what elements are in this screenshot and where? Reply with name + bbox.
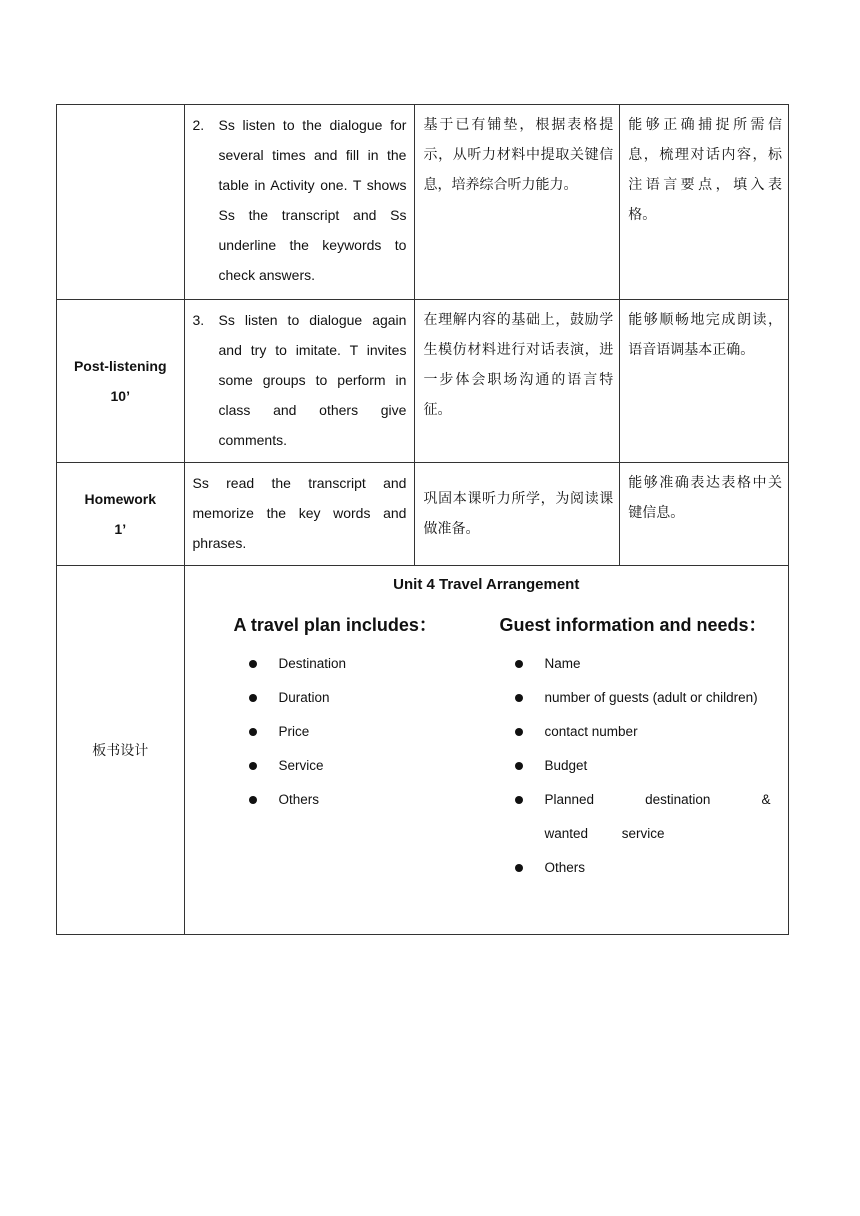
outcome-cell	[620, 300, 789, 463]
stage-cell	[57, 105, 185, 300]
table-row	[57, 566, 789, 935]
list-item: Others	[509, 851, 771, 885]
bullet-icon	[249, 694, 257, 702]
purpose-cell	[415, 300, 620, 463]
list-item: Budget	[509, 749, 771, 783]
step-number: 3.	[192, 312, 205, 328]
stage-name: Post-listening	[73, 358, 167, 374]
activity-cell	[184, 105, 415, 300]
stage-time: 1’	[114, 521, 127, 537]
purpose-text: 在理解内容的基础上，鼓励学生模仿材料进行对话表演，进一步体会职场沟通的语言特征。	[423, 312, 614, 418]
board-design	[185, 566, 788, 933]
step-number: 2.	[192, 117, 205, 133]
list-item: Name	[509, 647, 771, 681]
activity-text: Ss listen to the dialogue for several times and fill in the table in Activity one. T shows Ss the transcript and Ss underline the keywords to check answers.	[218, 117, 407, 283]
list-item: Others	[243, 783, 443, 817]
board-design-cell	[184, 566, 788, 935]
purpose-text: 基于已有铺垫，根据表格提示，从听力材料中提取关键信息，培养综合听力能力。	[423, 117, 614, 193]
activity-text: Ss read the transcript and memorize the key words and phrases.	[192, 475, 407, 551]
activity-cell	[184, 463, 415, 566]
right-heading: Guest information and needs：	[499, 615, 767, 635]
list-item: number of guests (adult or children)	[509, 681, 771, 715]
list-item: Planned destination & wanted service	[509, 783, 771, 851]
table-row	[57, 300, 789, 463]
bullet-icon	[249, 660, 257, 668]
table-row	[57, 105, 789, 300]
list-item: Service	[243, 749, 443, 783]
outcome-text: 能够正确捕捉所需信息，梳理对话内容，标注语言要点，填入表格。	[628, 117, 782, 223]
left-list	[243, 647, 443, 817]
list-item: Price	[243, 715, 443, 749]
bullet-icon	[249, 796, 257, 804]
outcome-cell	[620, 463, 789, 566]
stage-cell	[57, 463, 185, 566]
stage-cell	[57, 300, 185, 463]
purpose-text: 巩固本课听力所学，为阅读课做准备。	[423, 490, 614, 537]
bullet-icon	[249, 728, 257, 736]
list-item: contact number	[509, 715, 771, 749]
purpose-cell	[415, 463, 620, 566]
outcome-cell	[620, 105, 789, 300]
bullet-icon	[515, 728, 523, 736]
outcome-text: 能够顺畅地完成朗读，语音语调基本正确。	[628, 312, 782, 358]
outcome-text: 能够准确表达表格中关键信息。	[628, 475, 782, 521]
bullet-icon	[515, 762, 523, 770]
purpose-cell	[415, 105, 620, 300]
bullet-icon	[515, 796, 523, 804]
left-heading: A travel plan includes：	[233, 615, 437, 635]
table-row	[57, 463, 789, 566]
right-list	[509, 647, 771, 885]
lesson-plan-table	[56, 104, 789, 935]
bullet-icon	[249, 762, 257, 770]
activity-cell	[184, 300, 415, 463]
activity-text: Ss listen to dialogue again and try to imitate. T invites some groups to perform in class and others give comments.	[218, 312, 407, 448]
stage-time: 10’	[110, 388, 130, 404]
list-item: Duration	[243, 681, 443, 715]
board-design-label: 板书设计	[57, 566, 185, 935]
bullet-icon	[515, 694, 523, 702]
stage-name: Homework	[84, 491, 157, 507]
bullet-icon	[515, 660, 523, 668]
board-title: Unit 4 Travel Arrangement	[393, 576, 580, 593]
bullet-icon	[515, 864, 523, 872]
list-item: Destination	[243, 647, 443, 681]
